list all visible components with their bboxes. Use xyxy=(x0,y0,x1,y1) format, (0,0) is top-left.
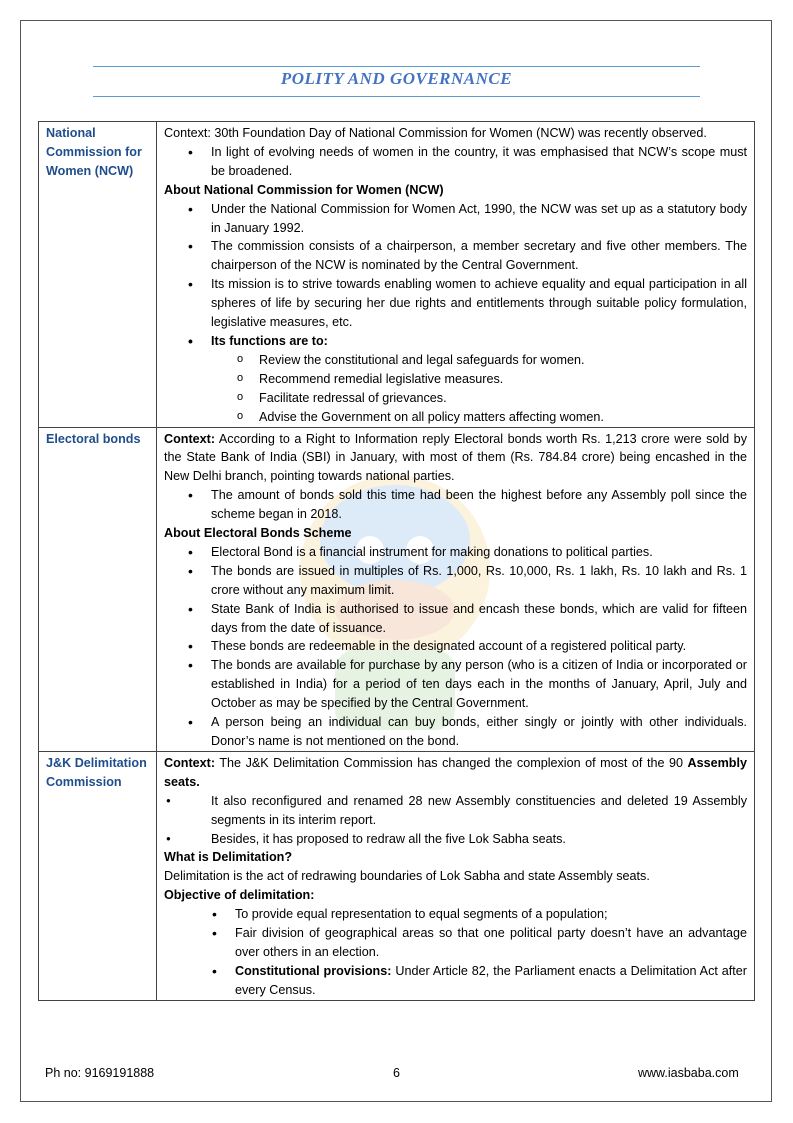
context-bullet-list xyxy=(164,143,747,181)
footer-website: www.iasbaba.com xyxy=(638,1066,739,1080)
list-item: • Under the National Commission for Women Act, 1990, the NCW was set up as a statutory body in January 1992. xyxy=(164,200,747,238)
context-label: Context: xyxy=(164,755,216,770)
list-item: o Review the constitutional and legal safeguards for women. xyxy=(164,351,747,370)
list-item: • A person being an individual can buy bonds, either singly or jointly with other individuals. Donor’s name is not mentioned on the bond. xyxy=(164,713,747,751)
topic-cell: National Commission for Women (NCW) xyxy=(39,122,157,428)
list-item: o Advise the Government on all policy matters affecting women. xyxy=(164,408,747,427)
context-bullet-list xyxy=(164,792,747,849)
definition-text: Delimitation is the act of redrawing boundaries of Lok Sabha and state Assembly seats. xyxy=(164,869,650,884)
provision-label: Constitutional provisions: xyxy=(235,963,392,978)
list-item: o Recommend remedial legislative measures. xyxy=(164,370,747,389)
context-bullet-list xyxy=(164,486,747,524)
content-cell xyxy=(157,122,755,428)
list-item: • These bonds are redeemable in the designated account of a registered political party. xyxy=(164,637,747,656)
context-bold-tail: Assembly seats. xyxy=(164,755,747,789)
context-label: Context: xyxy=(164,431,216,446)
context-text: The J&K Delimitation Commission has changed the complexion of most of the 90 xyxy=(219,755,683,770)
about-bullet-list xyxy=(164,200,747,351)
header-rule-top xyxy=(93,66,700,67)
section-heading: Objective of delimitation: xyxy=(164,888,315,903)
context-text: According to a Right to Information reply Electoral bonds worth Rs. 1,213 crore were sold by the State Bank of India (SBI) in January, with most of them (Rs. 784.84 crore) being encashed in the New Delhi branch, pointing towards national parties. xyxy=(164,431,747,484)
provision-text: Under Article 82, the Parliament enacts a Delimitation Act after every Census. xyxy=(235,963,747,997)
list-item: • Electoral Bond is a financial instrument for making donations to political parties. xyxy=(164,543,747,562)
list-item: • Its functions are to: xyxy=(164,332,747,351)
context-paragraph xyxy=(164,754,747,792)
context-paragraph xyxy=(164,124,747,143)
context-paragraph xyxy=(164,430,747,487)
list-item: • Its mission is to strive towards enabling women to achieve equality and equal participation in all spheres of life by securing her due rights and entitlements through suitable policy formulation, legislative measures, etc. xyxy=(164,275,747,332)
content-cell xyxy=(157,751,755,1000)
list-item: • The amount of bonds sold this time had been the highest before any Assembly poll since the scheme began in 2018. xyxy=(164,486,747,524)
about-bullet-list xyxy=(164,543,747,751)
context-label: Context: xyxy=(164,126,211,140)
section-heading: What is Delimitation? xyxy=(164,850,293,865)
list-item: o Facilitate redressal of grievances. xyxy=(164,389,747,408)
list-item: • The commission consists of a chairperson, a member secretary and five other members. The chairperson of the NCW is nominated by the Central Government. xyxy=(164,237,747,275)
header-rule-bottom xyxy=(93,96,700,97)
context-text: 30th Foundation Day of National Commission for Women (NCW) was recently observed. xyxy=(214,126,707,140)
list-item xyxy=(164,962,747,1000)
table-row xyxy=(39,751,755,1000)
section-heading: About Electoral Bonds Scheme xyxy=(164,526,352,541)
objective-bullet-list xyxy=(164,905,747,1000)
table-row xyxy=(39,427,755,751)
list-item: ● Besides, it has proposed to redraw all the five Lok Sabha seats. xyxy=(164,830,747,849)
footer-page-number: 6 xyxy=(393,1066,400,1080)
content-table xyxy=(38,121,755,1001)
page-title: POLITY AND GOVERNANCE xyxy=(280,69,513,88)
table-row xyxy=(39,122,755,428)
list-item: ● It also reconfigured and renamed 28 new Assembly constituencies and deleted 19 Assembly segments in its interim report. xyxy=(164,792,747,830)
topic-cell: J&K Delimitation Commission xyxy=(39,751,157,1000)
functions-list xyxy=(164,351,747,427)
list-item: • State Bank of India is authorised to issue and encash these bonds, which are valid for fifteen days from the date of issuance. xyxy=(164,600,747,638)
list-item: • To provide equal representation to equal segments of a population; xyxy=(164,905,747,924)
list-item: • The bonds are issued in multiples of Rs. 1,000, Rs. 10,000, Rs. 1 lakh, Rs. 10 lakh and Rs. 1 crore without any maximum limit. xyxy=(164,562,747,600)
list-item: • The bonds are available for purchase by any person (who is a citizen of India or incorporated or established in India) for a period of ten days each in the months of January, April, July and October as may be specified by the Central Government. xyxy=(164,656,747,713)
section-heading: About National Commission for Women (NCW) xyxy=(164,182,444,197)
list-item: • In light of evolving needs of women in the country, it was emphasised that NCW’s scope must be broadened. xyxy=(164,143,747,181)
footer-phone: Ph no: 9169191888 xyxy=(45,1066,155,1080)
topic-cell: Electoral bonds xyxy=(39,427,157,751)
list-item: • Fair division of geographical areas so that one political party doesn’t have an advantage over others in an election. xyxy=(164,924,747,962)
content-cell xyxy=(157,427,755,751)
